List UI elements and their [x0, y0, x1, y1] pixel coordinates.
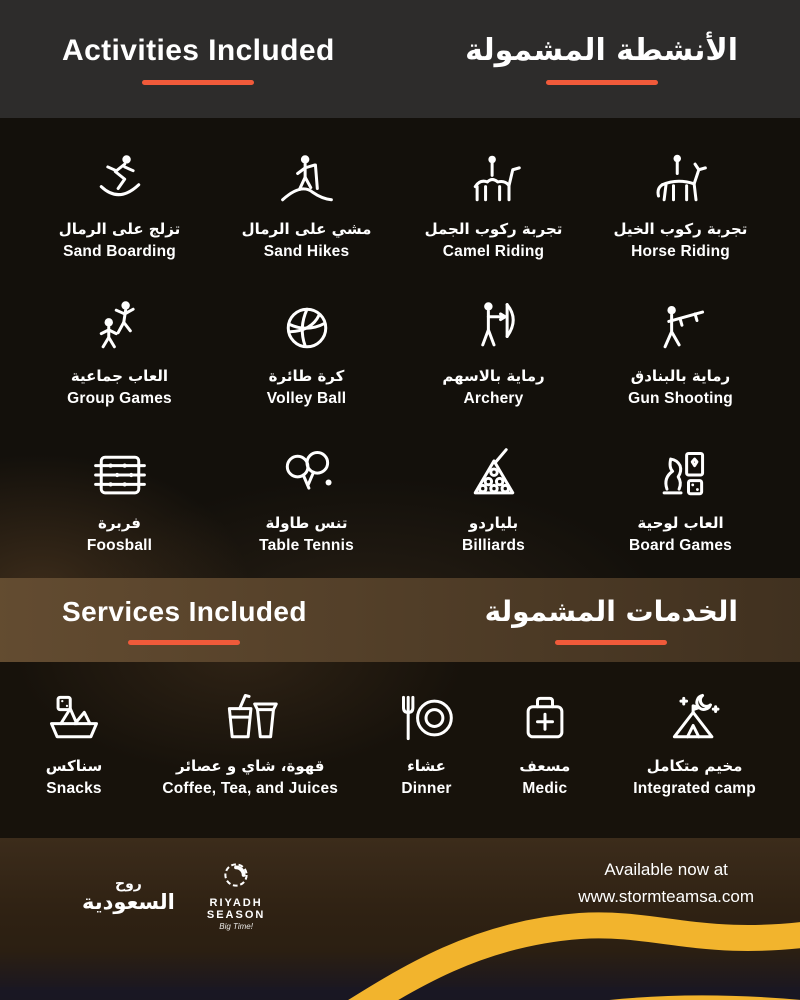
sand-hikes-icon: [277, 151, 337, 211]
activity-item-billiards: [400, 427, 587, 574]
service-label-en: Medic: [522, 780, 568, 797]
activity-item-sand-hikes: [213, 132, 400, 279]
service-item-medic: [515, 688, 575, 798]
accent-underline: [142, 80, 254, 85]
activities-section: [0, 118, 800, 578]
group-games-icon: [90, 298, 150, 358]
gun-shooting-icon: [651, 298, 711, 358]
service-label-en: Integrated camp: [633, 780, 756, 797]
activity-item-archery: [400, 279, 587, 426]
activity-label-ar: تجربة ركوب الخيل: [613, 219, 748, 238]
services-header-band: [0, 578, 800, 662]
activity-item-group-games: [26, 279, 213, 426]
activity-label-en: Archery: [463, 389, 524, 407]
activity-label-ar: رماية بالبنادق: [630, 366, 731, 385]
activity-label-ar: تزلج على الرمال: [58, 219, 181, 238]
activity-label-en: Volley Ball: [266, 389, 347, 407]
activity-label-en: Foosball: [86, 537, 153, 555]
foosball-icon: [90, 445, 150, 505]
activity-label-ar: تجربة ركوب الجمل: [424, 219, 563, 238]
activities-title-en: Activities Included: [62, 33, 335, 67]
activity-label-ar: رماية بالاسهم: [442, 366, 545, 385]
footer-logos: [82, 858, 265, 932]
activities-title-group-ar: [465, 33, 738, 85]
activity-item-board-games: [587, 427, 774, 574]
dinner-icon: [396, 688, 456, 748]
drinks-icon: [220, 688, 280, 748]
activity-label-en: Gun Shooting: [628, 389, 733, 407]
activity-item-table-tennis: [213, 427, 400, 574]
accent-underline: [128, 640, 240, 645]
service-label-en: Dinner: [401, 780, 452, 797]
saudi-logo-text-top: روح: [115, 875, 142, 892]
snacks-icon: [44, 688, 104, 748]
activity-label-en: Board Games: [629, 537, 732, 555]
service-label-ar: عشاء: [407, 757, 446, 775]
activity-label-ar: فربرة: [98, 514, 141, 533]
service-item-drinks: [162, 688, 338, 798]
service-label-ar: سناكس: [45, 757, 103, 775]
accent-underline: [546, 80, 658, 85]
activities-grid: [26, 132, 774, 574]
riyadh-season-logo: [207, 858, 265, 932]
medic-icon: [515, 688, 575, 748]
availability-line1: Available now at: [604, 860, 728, 879]
services-row: [44, 688, 756, 838]
footer: [0, 838, 800, 1000]
saudi-logo-text-bottom: السعودية: [82, 890, 175, 915]
activity-item-gun-shooting: [587, 279, 774, 426]
activity-label-ar: بلياردو: [468, 514, 519, 533]
activities-header-band: [0, 0, 800, 118]
service-label-ar: مسعف: [519, 757, 571, 775]
activities-title-group-en: [62, 34, 335, 85]
camel-riding-icon: [464, 151, 524, 211]
activity-label-ar: مشي على الرمال: [241, 219, 372, 238]
volleyball-icon: [277, 298, 337, 358]
services-title-en: Services Included: [62, 595, 307, 627]
service-label-ar: قهوة، شاي و عصائر: [176, 757, 325, 775]
activity-label-ar: العاب لوحية: [637, 514, 724, 533]
spirit-of-saudi-logo: [82, 877, 175, 914]
activity-item-volley-ball: [213, 279, 400, 426]
activity-label-ar: تنس طاولة: [265, 514, 348, 533]
activity-label-en: Table Tennis: [259, 537, 354, 555]
service-item-snacks: [44, 688, 104, 798]
service-label-ar: مخيم متكامل: [646, 757, 743, 775]
availability-text: [578, 856, 754, 910]
services-title-group-en: [62, 596, 307, 645]
activities-title-ar: الأنشطة المشمولة: [465, 33, 738, 68]
accent-underline: [555, 640, 667, 645]
riyadh-season-sun-icon: [219, 858, 253, 892]
services-section: [0, 662, 800, 838]
activity-label-ar: العاب جماعية: [70, 366, 169, 385]
camp-icon: [665, 688, 725, 748]
service-label-en: Snacks: [46, 780, 102, 797]
board-games-icon: [651, 445, 711, 505]
activity-label-en: Camel Riding: [442, 242, 545, 260]
table-tennis-icon: [277, 445, 337, 505]
availability-url: www.stormteamsa.com: [578, 887, 754, 907]
activity-label-en: Billiards: [462, 537, 525, 555]
activity-item-camel-riding: [400, 132, 587, 279]
activity-label-en: Sand Hikes: [263, 242, 350, 260]
service-item-camp: [633, 688, 756, 798]
horse-riding-icon: [651, 151, 711, 211]
riyadh-logo-line1: RIYADH: [209, 897, 263, 909]
riyadh-logo-tagline: Big Time!: [219, 922, 253, 932]
activity-label-en: Group Games: [67, 389, 172, 407]
services-title-ar: الخدمات المشمولة: [484, 595, 738, 628]
activity-item-sand-boarding: [26, 132, 213, 279]
activity-item-foosball: [26, 427, 213, 574]
activity-label-en: Sand Boarding: [63, 242, 176, 260]
service-label-en: Coffee, Tea, and Juices: [162, 780, 339, 797]
activity-label-en: Horse Riding: [631, 242, 730, 260]
sand-boarding-icon: [90, 151, 150, 211]
archery-icon: [464, 298, 524, 358]
activity-item-horse-riding: [587, 132, 774, 279]
billiards-icon: [464, 445, 524, 505]
riyadh-logo-line2: SEASON: [206, 909, 266, 922]
activity-label-ar: كرة طائرة: [268, 366, 345, 385]
services-title-group-ar: [485, 595, 738, 645]
service-item-dinner: [396, 688, 456, 798]
